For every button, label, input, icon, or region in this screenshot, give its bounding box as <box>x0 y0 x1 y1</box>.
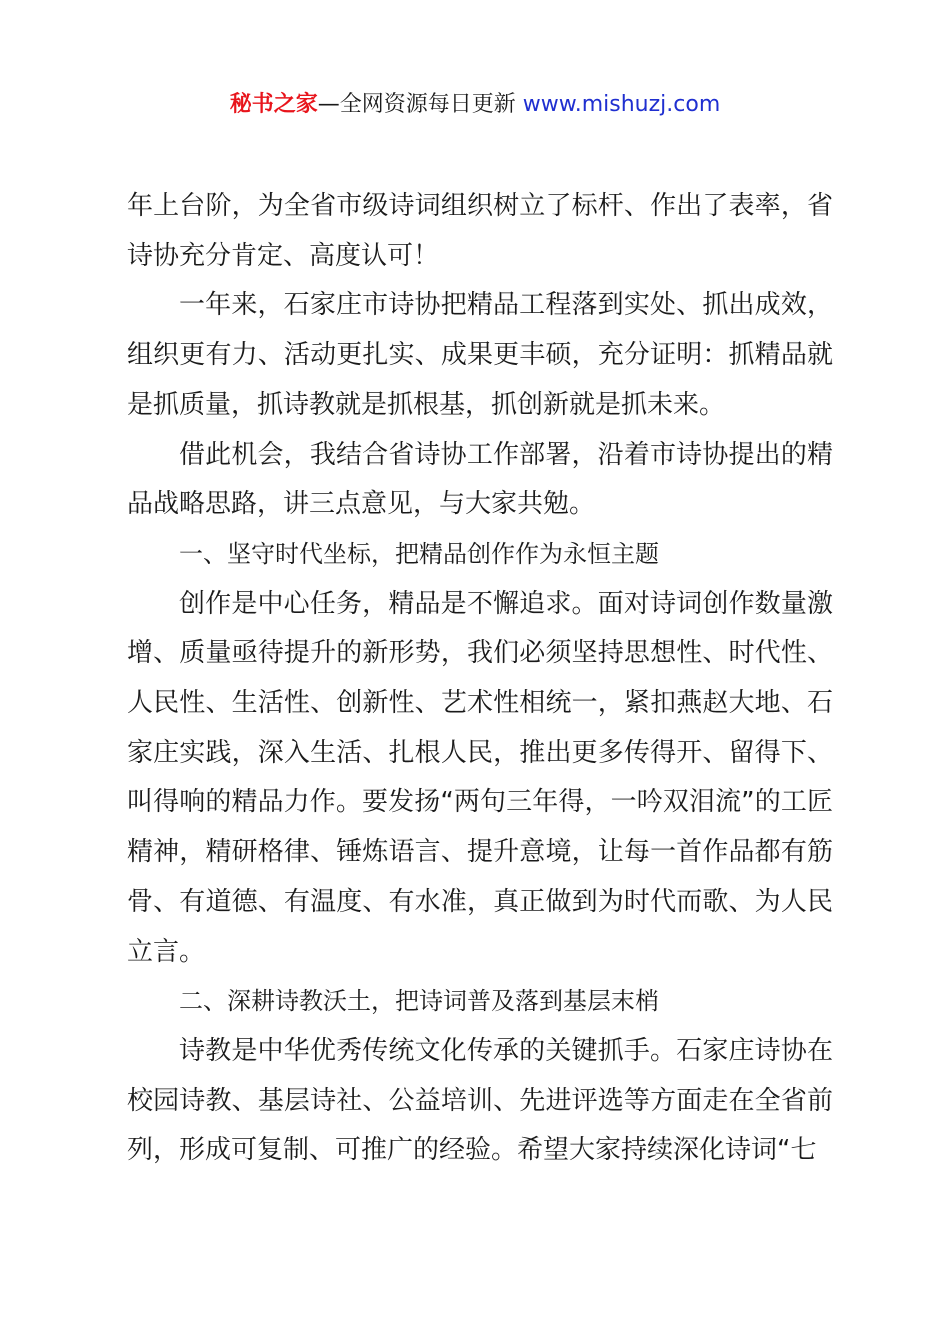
paragraph: 借此机会，我结合省诗协工作部署，沿着市诗协提出的精品战略思路，讲三点意见，与大家共勉。 <box>127 439 833 520</box>
page-header <box>0 88 950 122</box>
paragraph: 创作是中心任务，精品是不懈追求。面对诗词创作数量激增、质量亟待提升的新形势，我们必须坚持思想性、时代性、人民性、生活性、创新性、艺术性相统一，紧扣燕赵大地、石家庄实践，深入生活、扎根人民，推出更多传得开、留得下、叫得响的精品力作。要发扬“两句三年得，一吟双泪流”的工匠精神，精研格律、锤炼语言、提升意境，让每一首作品都有筋骨、有道德、有温度、有水准，真正做到为时代而歌、为人民立言。 <box>127 588 833 967</box>
document-body <box>127 182 833 1176</box>
site-url-link[interactable]: www.mishuzj.com <box>522 92 721 117</box>
paragraph: 一年来，石家庄市诗协把精品工程落到实处、抓出成效，组织更有力、活动更扎实、成果更丰硕，充分证明：抓精品就是抓质量，抓诗教就是抓根基，抓创新就是抓未来。 <box>127 290 833 420</box>
section-heading-2: 二、深耕诗教沃土，把诗词普及落到基层末梢 <box>179 987 659 1016</box>
paragraph: 年上台阶，为全省市级诗词组织树立了标杆、作出了表率，省诗协充分肯定、高度认可！ <box>127 191 833 271</box>
header-tagline: —全网资源每日更新 <box>317 92 523 117</box>
paragraph: 诗教是中华优秀传统文化传承的关键抓手。石家庄诗协在校园诗教、基层诗社、公益培训、先进评选等方面走在全省前列，形成可复制、可推广的经验。希望大家持续深化诗词“七 <box>127 1035 833 1166</box>
section-heading-1: 一、坚守时代坐标，把精品创作作为永恒主题 <box>179 539 659 568</box>
brand-name: 秘书之家 <box>229 92 318 117</box>
